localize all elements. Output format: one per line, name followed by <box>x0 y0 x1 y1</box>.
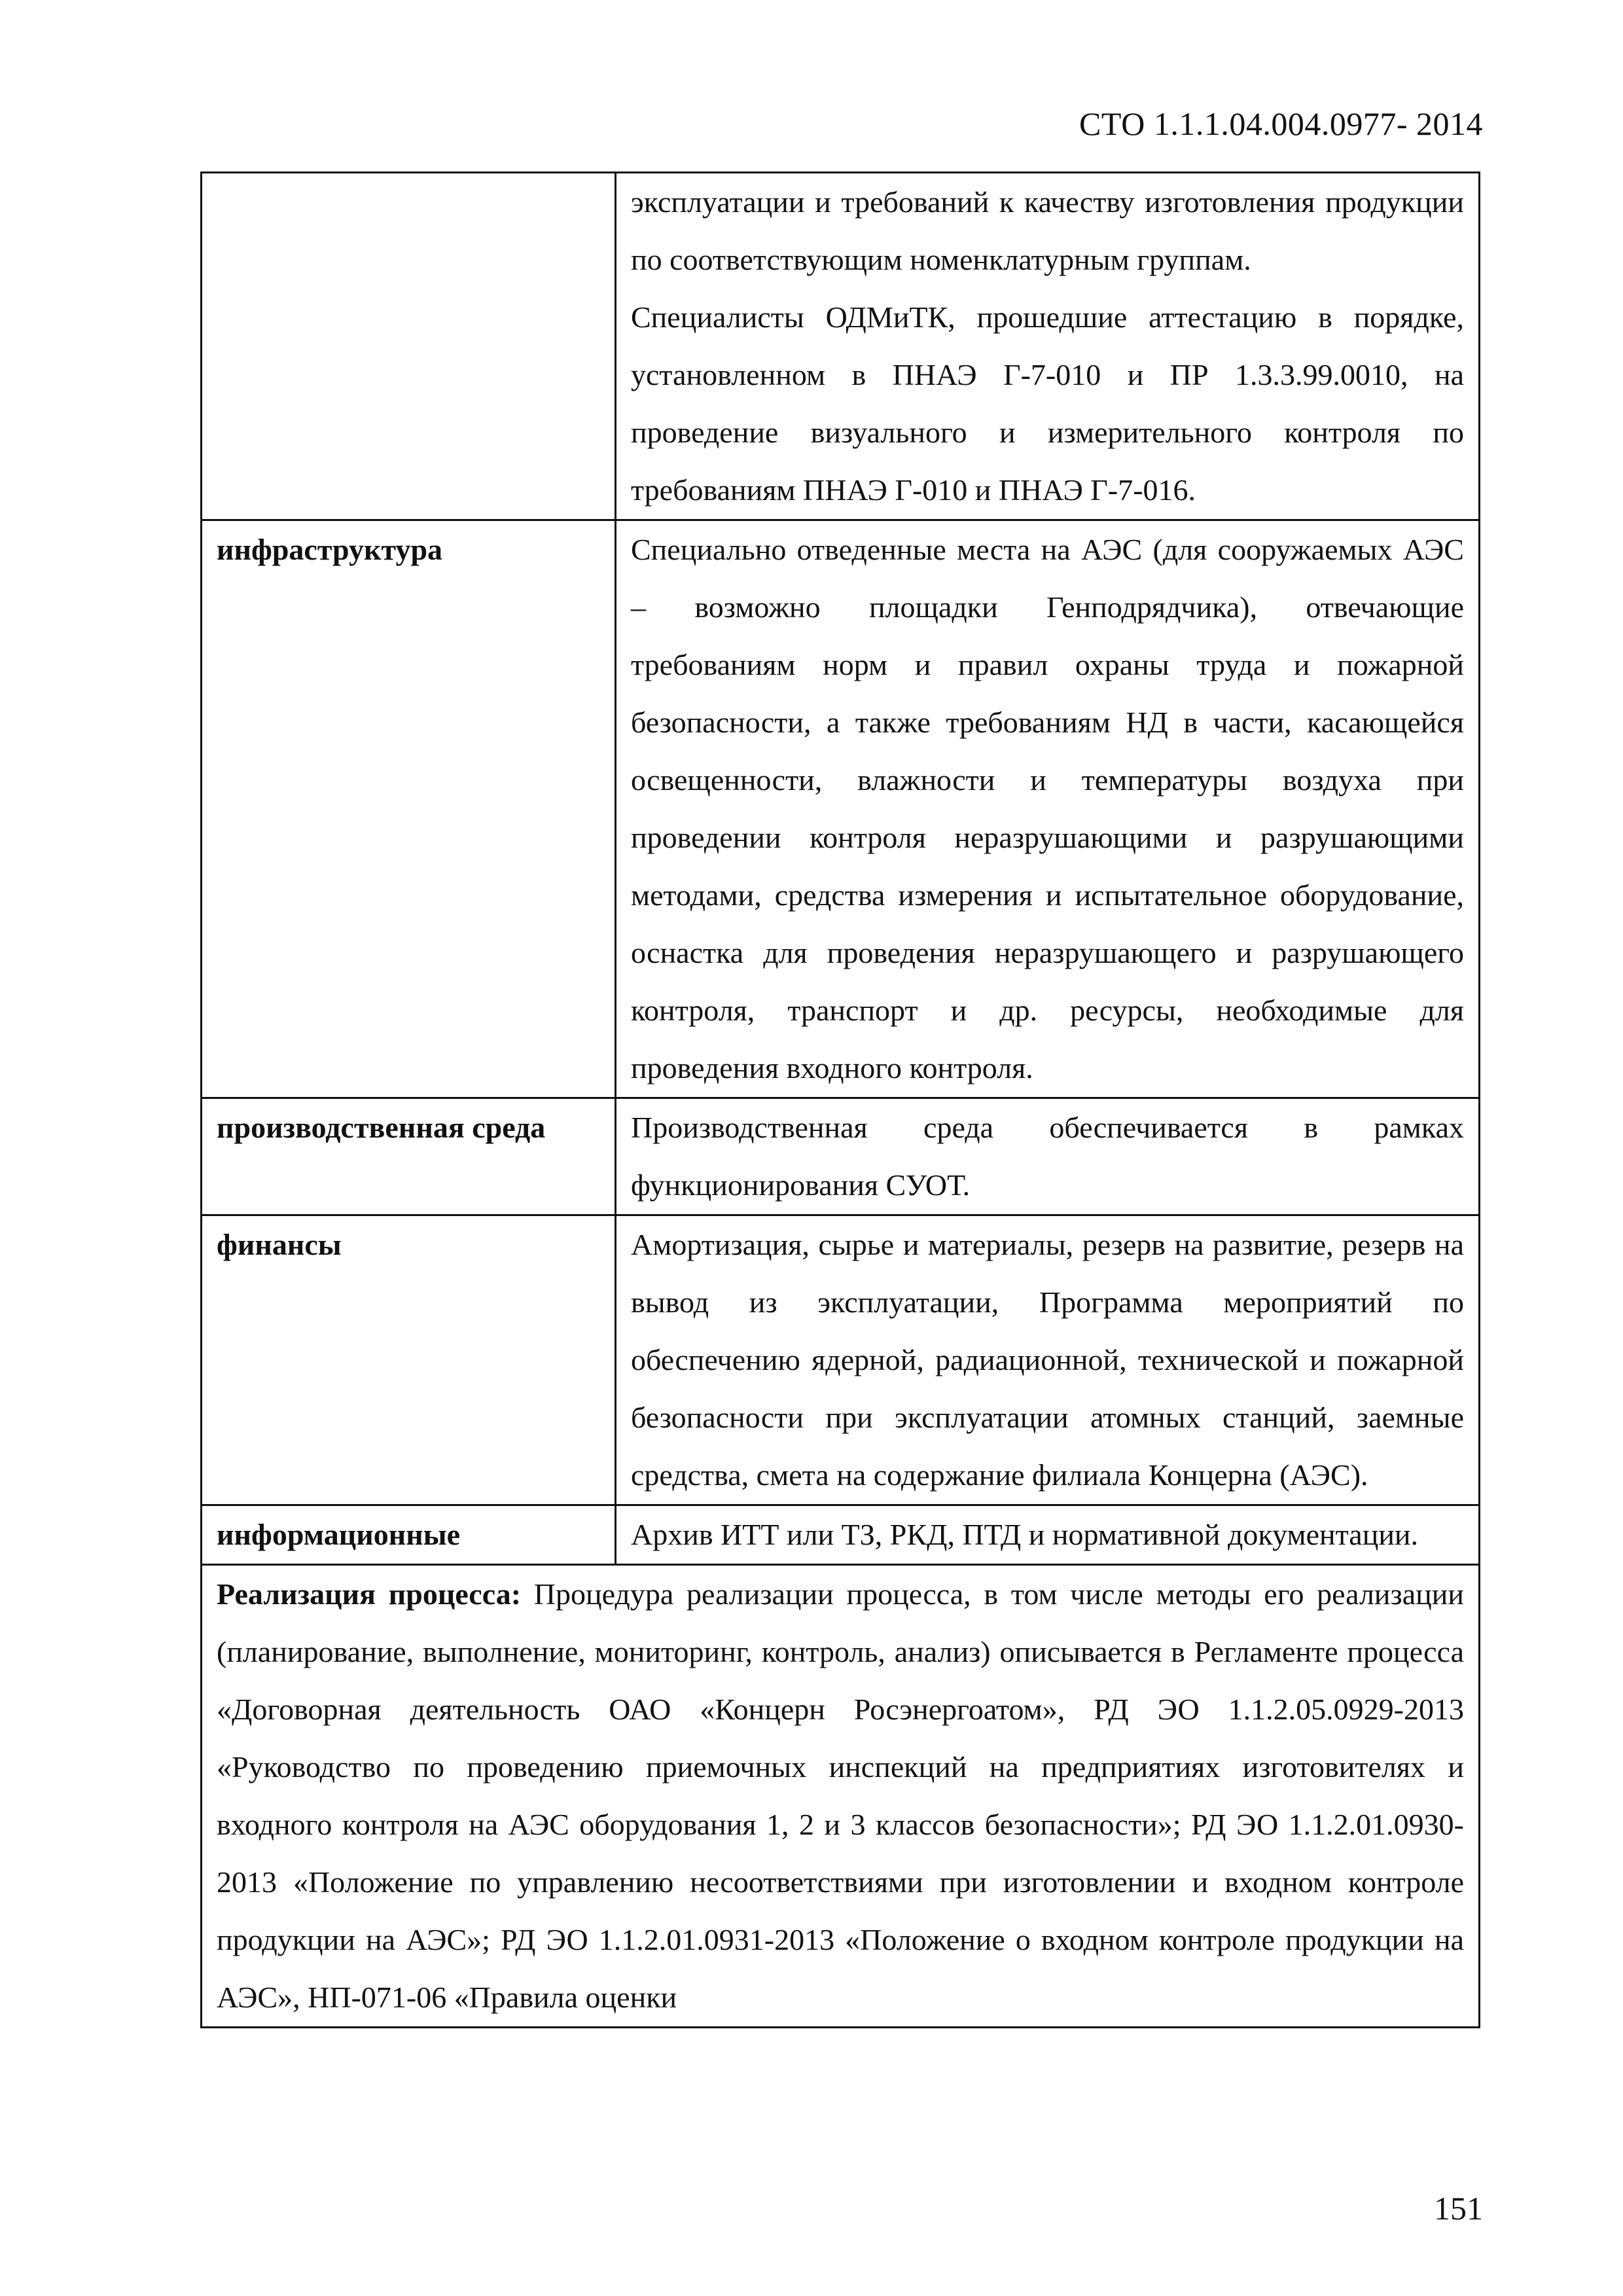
table-row <box>202 1098 1480 1215</box>
table-row <box>202 173 1480 520</box>
paragraph: эксплуатации и требований к качеству изготовления продукции по соответствующим номенклатурным группам. <box>631 185 1464 276</box>
row-label: производственная среда <box>202 1098 616 1215</box>
table-row <box>202 1505 1480 1565</box>
row-label: инфраструктура <box>202 520 616 1098</box>
row-content <box>616 1505 1480 1565</box>
row-content <box>616 520 1480 1098</box>
page-number: 151 <box>1434 2190 1483 2227</box>
table-row <box>202 1215 1480 1505</box>
document-code: СТО 1.1.1.04.004.0977- 2014 <box>1079 105 1483 142</box>
paragraph: Специалисты ОДМиТК, прошедшие аттестацию в порядке, установленном в ПНАЭ Г-7-010 и ПР 1.3.3.99.0010, на проведение визуального и измерительного контроля по требованиям ПНАЭ Г-010 и ПНАЭ Г-7-016. <box>631 300 1464 507</box>
row-content <box>616 1215 1480 1505</box>
process-text: Процедура реализации процесса, в том числе методы его реализации (планирование, выполнение, мониторинг, контроль, анализ) описывается в Регламенте процесса «Договорная деятельность ОАО «Концерн Росэнергоатом», РД ЭО 1.1.2.05.0929-2013 «Руководство по проведению приемочных инспекций на предприятиях изготовителях и входного контроля на АЭС оборудования 1, 2 и 3 классов безопасности»; РД ЭО 1.1.2.01.0930-2013 «Положение по управлению несоответствиями при изготовлении и входном контроле продукции на АЭС»; РД ЭО 1.1.2.01.0931-2013 «Положение о входном контроле продукции на АЭС», НП-071-06 «Правила оценки <box>217 1577 1464 2014</box>
table-row <box>202 520 1480 1098</box>
process-implementation <box>202 1565 1480 2028</box>
paragraph: Специально отведенные места на АЭС (для сооружаемых АЭС – возможно площадки Генподрядчика), отвечающие требованиям норм и правил охраны труда и пожарной безопасности, а также требованиям НД в части, касающейся освещенности, влажности и температуры воздуха при проведении контроля неразрушающими и разрушающими методами, средства измерения и испытательное оборудование, оснастка для проведения неразрушающего и разрушающего контроля, транспорт и др. ресурсы, необходимые для проведения входного контроля. <box>631 533 1464 1085</box>
row-content <box>616 173 1480 520</box>
row-content <box>616 1098 1480 1215</box>
paragraph: Архив ИТТ или ТЗ, РКД, ПТД и нормативной документации. <box>631 1518 1419 1551</box>
process-heading: Реализация процесса: <box>217 1577 522 1611</box>
row-label: информационные <box>202 1505 616 1565</box>
row-label <box>202 173 616 520</box>
paragraph: Производственная среда обеспечивается в рамках функционирования СУОТ. <box>631 1111 1464 1202</box>
row-label: финансы <box>202 1215 616 1505</box>
paragraph: Амортизация, сырье и материалы, резерв на развитие, резерв на вывод из эксплуатации, Программа мероприятий по обеспечению ядерной, радиационной, технической и пожарной безопасности при эксплуатации атомных станций, заемные средства, смета на содержание филиала Концерна (АЭС). <box>631 1228 1464 1492</box>
table-row <box>202 1565 1480 2028</box>
resources-table <box>200 171 1480 2028</box>
